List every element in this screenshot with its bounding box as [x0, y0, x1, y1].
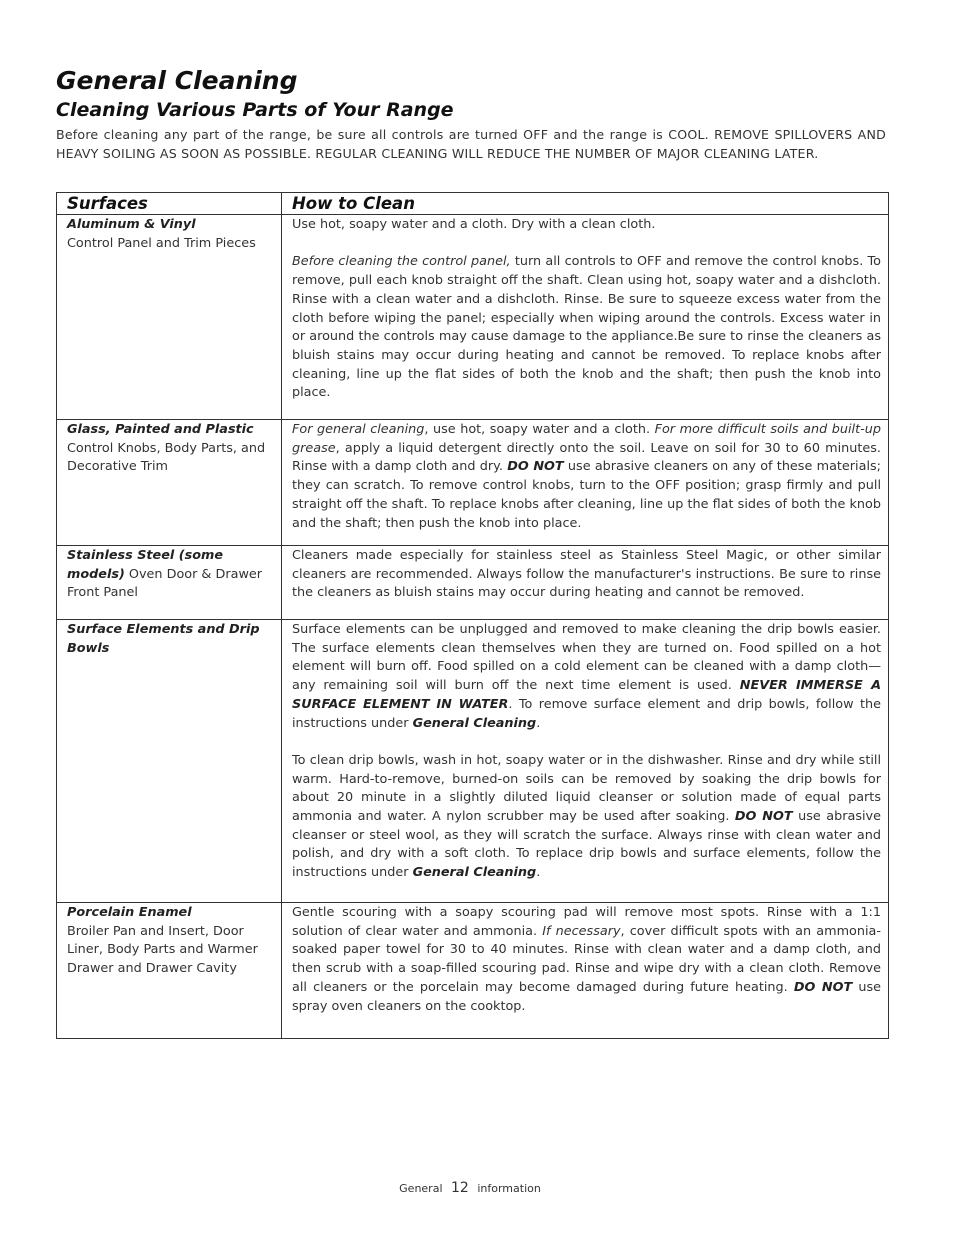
instructions-cell — [282, 903, 889, 1039]
instruction-text: To clean drip bowls, wash in hot, soapy water or in the dishwasher. Rinse and dry while still warm. Hard-to-remove, burned-on soils can be removed by soaking the drip bowls for about 20 minute in a slightly diluted liquid cleanser or solution made of equal parts ammonia and water. A nylon scrubber may be used after soaking. — [292, 752, 881, 825]
surface-cell — [57, 215, 282, 420]
footer-section-right: information — [477, 1182, 541, 1195]
instruction-text: . — [536, 715, 541, 731]
surface-name: Porcelain Enamel — [67, 905, 192, 920]
instruction-text: , apply a liquid detergent directly onto the soil. Leave on soil for 30 to 60 minutes. Rinse with a damp cloth and dry. — [292, 440, 881, 475]
cleaning-table — [56, 192, 889, 1039]
emphasis-text: For more difficult soils and built-up grease — [292, 422, 881, 456]
surface-name: Stainless Steel (some models) — [67, 548, 224, 582]
instruction-text: use spray oven cleaners on the cooktop. — [292, 979, 882, 1014]
table-row — [57, 546, 889, 620]
footer-section-left: General — [399, 1182, 443, 1195]
surface-cell — [57, 420, 282, 546]
instructions-cell — [282, 546, 889, 620]
table-row — [57, 215, 889, 420]
reference-text: General Cleaning — [412, 865, 537, 881]
surface-detail: Oven Door & Drawer Front Panel — [67, 566, 263, 601]
page-number: 12 — [451, 1180, 469, 1196]
surface-detail: Control Knobs, Body Parts, and Decorative Trim — [67, 440, 266, 475]
instruction-text: . — [536, 865, 541, 881]
instructions-cell — [282, 620, 889, 903]
warning-text: DO NOT — [734, 809, 793, 825]
table-header-row — [57, 193, 889, 215]
surface-detail: Broiler Pan and Insert, Door Liner, Body Parts and Warmer Drawer and Drawer Cavity — [67, 923, 258, 977]
header-surfaces: Surfaces — [57, 193, 282, 215]
surface-cell — [57, 620, 282, 903]
instruction-text: . To remove surface element and drip bowls, follow the instructions under — [292, 696, 881, 731]
instruction-text: , use hot, soapy water and a cloth. — [424, 422, 655, 437]
instruction-text: use abrasive cleaners on any of these materials; they can scratch. To remove control knobs, turn to the OFF position; grasp firmly and pull straight off the shaft. To replace knobs after cleaning, line up the flat sides of both the knob and the shaft; then push the knob into place. — [292, 459, 881, 531]
instruction-paragraph: Cleaners made especially for stainless steel as Stainless Steel Magic, or other similar cleaners are recommended. Always follow the manufacturer's instructions. Be sure to rinse the cleaners as bluish stains may occur during heating and cannot be removed. — [292, 548, 881, 601]
reference-text: General Cleaning — [412, 715, 537, 731]
table-row — [57, 903, 889, 1039]
emphasis-text: For general cleaning — [292, 422, 425, 437]
page-title: General Cleaning — [56, 66, 298, 95]
section-subtitle: Cleaning Various Parts of Your Range — [56, 99, 454, 121]
surface-detail: Control Panel and Trim Pieces — [67, 235, 256, 251]
surface-name: Aluminum & Vinyl — [67, 217, 196, 232]
instruction-paragraph — [292, 621, 881, 733]
instructions-cell — [282, 420, 889, 546]
header-how-to-clean: How to Clean — [282, 193, 889, 215]
surface-cell — [57, 903, 282, 1039]
instruction-paragraph — [292, 421, 881, 533]
surface-label — [67, 547, 274, 603]
instruction-paragraph: Use hot, soapy water and a cloth. Dry with a clean cloth. — [292, 217, 656, 232]
surface-cell — [57, 546, 282, 620]
intro-paragraph: Before cleaning any part of the range, be sure all controls are turned OFF and the range is COOL. REMOVE SPILLOVERS AND HEAVY SOILING AS SOON AS POSSIBLE. REGULAR CLEANING WILL REDUCE THE NUMBER OF MAJOR CLEANING LATER. — [56, 127, 886, 161]
surface-name: Surface Elements and Drip Bowls — [67, 622, 260, 656]
surface-name: Glass, Painted and Plastic — [67, 422, 254, 437]
table-row — [57, 620, 889, 903]
instruction-text: use abrasive cleanser or steel wool, as they will scratch the surface. Always rinse with clean water and polish, and dry with a soft cloth. To replace drip bowls and surface elements, follow the instructions under — [292, 809, 881, 881]
warning-text: DO NOT — [507, 459, 564, 475]
instruction-text: Surface elements can be unplugged and removed to make cleaning the drip bowls easier. The surface elements clean themselves when they are turned on. Food spilled on a hot element will burn off. Food spilled on a cold element can be cleaned with a damp cloth—any remaining soil will burn off the next time element is used. — [292, 622, 881, 694]
instruction-text: , cover difficult spots with an ammonia-soaked paper towel for 30 to 40 minutes. Rinse with clean water and a damp cloth, and then scrub with a soap-filled scouring pad. Rinse and wipe dry with a clean cloth. Remove all cleaners or the porcelain may become damaged during future heating. — [292, 923, 882, 995]
instruction-paragraph — [292, 253, 881, 403]
emphasis-text: Before cleaning the control panel, — [292, 254, 511, 270]
instruction-paragraph — [292, 752, 881, 883]
page-footer — [0, 1180, 940, 1196]
warning-text: NEVER IMMERSE A SURFACE ELEMENT IN WATER — [292, 678, 881, 712]
instruction-paragraph — [292, 904, 881, 1016]
table-row — [57, 420, 889, 546]
emphasis-text: If necessary — [542, 923, 621, 939]
instructions-cell — [282, 215, 889, 420]
instruction-text: turn all controls to OFF and remove the control knobs. To remove, pull each knob straight off the shaft. Clean using hot, soapy water and a dishcloth. Rinse with a clean water and a dishcloth. Rinse. Be sure to squeeze excess water from the cloth before wiping the panel; especially when wiping around the controls. Excess water in or around the controls may cause damage to the appliance.Be sure to rinse the cleaners as bluish stains may occur during heating and cannot be removed. To replace knobs after cleaning, line up the flat sides of both the knob and the shaft; then push the knob into place. — [292, 254, 881, 401]
instruction-text: Gentle scouring with a soapy scouring pad will remove most spots. Rinse with a 1:1 solution of clear water and ammonia. — [292, 905, 881, 939]
warning-text: DO NOT — [793, 979, 853, 995]
